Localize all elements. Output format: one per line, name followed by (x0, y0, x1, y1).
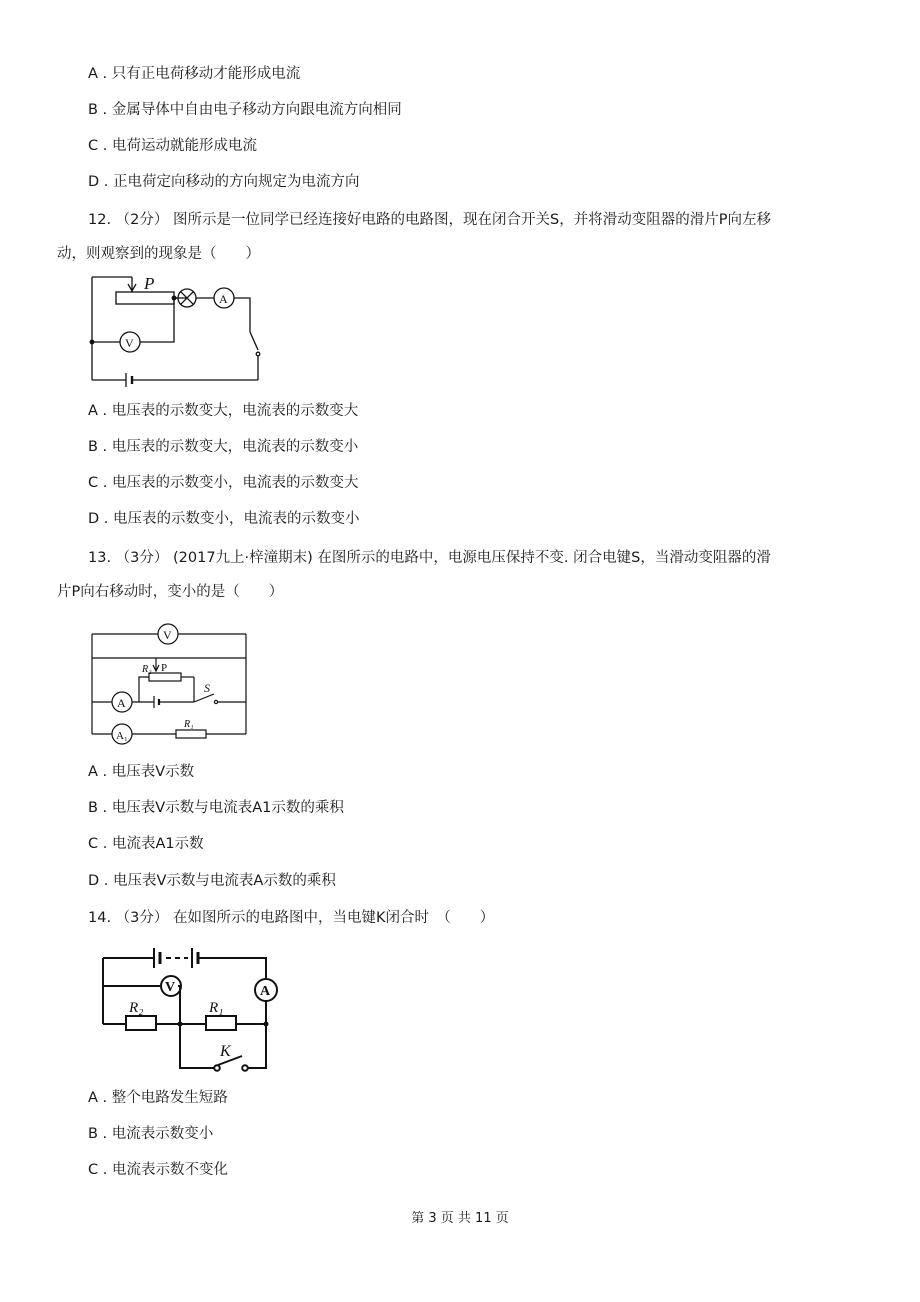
voltmeter-label: V (163, 628, 172, 642)
q14-stem: 14. （3分） 在如图所示的电路图中，当电键K闭合时 （ ） (88, 910, 495, 926)
q11-option-d: D . 正电荷定向移动的方向规定为电流方向 (88, 174, 360, 190)
resistor-label-r1: R₁ (184, 719, 194, 730)
q14-circuit (96, 938, 286, 1078)
q12-option-c: C . 电压表的示数变小，电流表的示数变大 (88, 475, 359, 491)
page-footer: 第 3 页 共 11 页 (411, 1211, 509, 1226)
ammeter-label-a1: A₁ (116, 730, 128, 742)
q11-option-c: C . 电荷运动就能形成电流 (88, 138, 257, 154)
q13-stem-line2: 片P向右移动时，变小的是（ ） (57, 584, 284, 600)
q11-option-b: B . 金属导体中自由电子移动方向跟电流方向相同 (88, 102, 402, 118)
voltmeter-label: V (165, 980, 176, 995)
q13-circuit (84, 614, 254, 749)
q12-stem-line2: 动，则观察到的现象是（ ） (57, 246, 260, 262)
q13-option-c: C . 电流表A1示数 (88, 836, 204, 852)
q14-option-a: A . 整个电路发生短路 (88, 1090, 228, 1106)
ammeter-label-a: A (117, 696, 126, 710)
q12-option-b: B . 电压表的示数变大，电流表的示数变小 (88, 439, 359, 455)
switch-label-s: S (204, 681, 210, 695)
ammeter-label: A (219, 292, 228, 306)
q12-circuit (80, 270, 280, 390)
q14-option-c: C . 电流表示数不变化 (88, 1162, 228, 1178)
q13-option-a: A . 电压表V示数 (88, 764, 195, 780)
q12-option-d: D . 电压表的示数变小，电流表的示数变小 (88, 511, 360, 527)
ammeter-label: A (260, 984, 271, 999)
resistor-label-r1: R₁ (209, 1000, 224, 1016)
q11-option-a: A . 只有正电荷移动才能形成电流 (88, 66, 301, 82)
q12-option-a: A . 电压表的示数变大，电流表的示数变大 (88, 403, 359, 419)
voltmeter-label: V (125, 336, 134, 350)
switch-label-k: K (220, 1043, 231, 1060)
slider-label-p: P (144, 274, 155, 293)
q13-option-b: B . 电压表V示数与电流表A1示数的乘积 (88, 800, 344, 816)
rheostat-label-r2: R₂ (142, 664, 152, 675)
q13-option-d: D . 电压表V示数与电流表A示数的乘积 (88, 873, 336, 889)
slider-label-p: P (161, 662, 168, 674)
q14-option-b: B . 电流表示数变小 (88, 1126, 214, 1142)
q13-stem-line1: 13. （3分） (2017九上·梓潼期末) 在图所示的电路中，电源电压保持不变. 闭合电键S，当滑动变阻器的滑 (88, 550, 771, 566)
q12-stem-line1: 12. （2分） 图所示是一位同学已经连接好电路的电路图，现在闭合开关S，并将滑动变阻器的滑片P向左移 (88, 212, 771, 228)
resistor-label-r2: R₂ (129, 1000, 144, 1016)
